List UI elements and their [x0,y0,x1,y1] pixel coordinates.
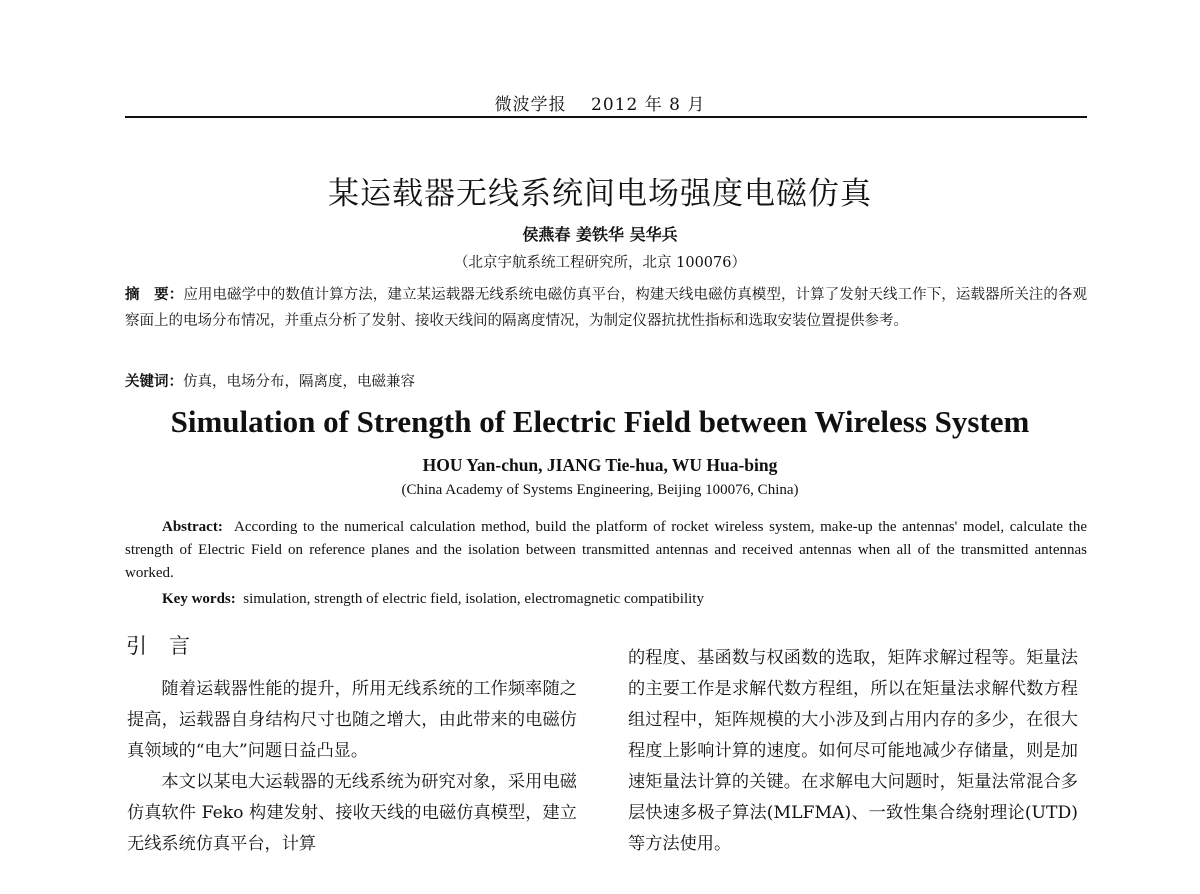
chinese-keywords-text: 仿真，电场分布，隔离度，电磁兼容 [183,374,415,390]
chinese-keywords-label: 关键词： [125,373,183,390]
chinese-abstract-text: 应用电磁学中的数值计算方法，建立某运载器无线系统电磁仿真平台，构建天线电磁仿真模型，计算了发射天线工作下，运载器所关注的各观察面上的电场分布情况，并重点分析了发射、接收天线间的隔离度情况，为制定仪器抗扰性指标和选取安装位置提供参考。 [125,287,1087,329]
chinese-authors: 侯燕春 姜铁华 吴华兵 [522,225,678,244]
chinese-abstract-label: 摘 要： [125,286,184,303]
english-abstract-text: According to the numerical calculation method, build the platform of rocket wireless system, make-up the antennas' model, calculate the strength of Electric Field on reference planes and the isolation between transmitted antennas and received antennas when all of the transmitted antennas worked. [125,519,1088,581]
english-keywords-text: simulation, strength of electric field, isolation, electromagnetic compatibility [243,591,704,607]
running-head: 微波学报 2012 年 8 月 [494,95,706,115]
chinese-title: 某运载器无线系统间电场强度电磁仿真 [328,176,872,212]
english-keywords-label: Key words: [162,591,236,607]
left-column [127,674,577,860]
chinese-keywords [125,370,1087,391]
section-heading: 引言 [126,634,212,658]
chinese-abstract [125,282,1087,334]
header-rule [125,116,1087,118]
english-keywords [162,591,1087,608]
english-abstract [125,516,1087,585]
right-paragraph-1: 的程度、基函数与权函数的选取，矩阵求解过程等。矩量法的主要工作是求解代数方程组，所以在矩量法求解代数方程组过程中，矩阵规模的大小涉及到占用内存的多少，在很大程度上影响计算的速度。如何尽可能地减少存储量，则是加速矩量法计算的关键。在求解电大问题时，矩量法常混合多层快速多极子算法(MLFMA)、一致性集合绕射理论(UTD)等方法使用。 [628,648,1078,854]
english-title: Simulation of Strength of Electric Field between Wireless System [170,404,1030,439]
english-authors: HOU Yan-chun, JIANG Tie-hua, WU Hua-bing [422,455,778,475]
english-abstract-label: Abstract: [162,519,223,535]
left-paragraph-1: 随着运载器性能的提升，所用无线系统的工作频率随之提高，运载器自身结构尺寸也随之增大，由此带来的电磁仿真领域的“电大”问题日益凸显。 [127,679,577,761]
english-affiliation: (China Academy of Systems Engineering, Beijing 100076, China) [401,482,799,498]
chinese-affiliation: （北京宇航系统工程研究所，北京 100076） [454,255,746,271]
left-paragraph-2: 本文以某电大运载器的无线系统为研究对象，采用电磁仿真软件 Feko 构建发射、接收天线的电磁仿真模型，建立无线系统仿真平台，计算 [127,772,577,854]
right-column [628,643,1078,860]
